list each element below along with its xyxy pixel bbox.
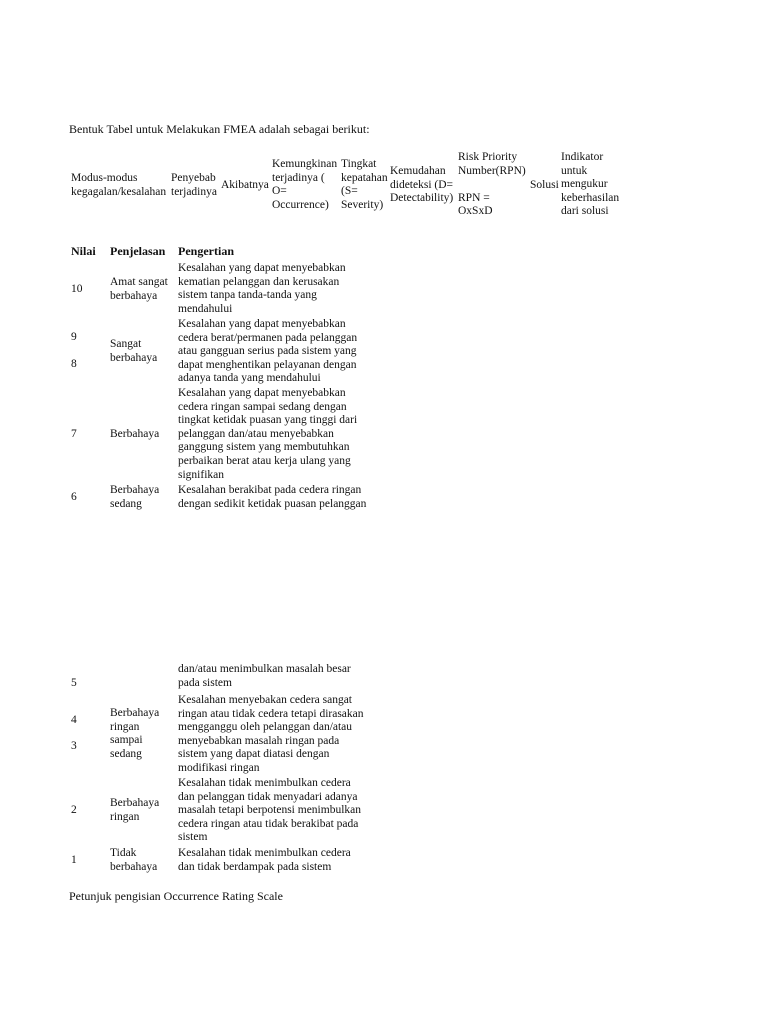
rating-value: 10 xyxy=(71,283,83,295)
rating-value: 5 xyxy=(71,677,77,689)
rating-description: Kesalahan yang dapat menyebabkan cedera berat/permanen pada pelanggan atau gangguan serius pada sistem yang dapat menghentikan pelayanan dengan adanya tanda yang mendahului xyxy=(178,318,358,385)
footer-caption: Petunjuk pengisian Occurrence Rating Scale xyxy=(69,889,283,903)
rating-value: 7 xyxy=(71,428,77,440)
rating-level: Berbahaya ringan xyxy=(110,797,160,823)
intro-text: Bentuk Tabel untuk Melakukan FMEA adalah sebagai berikut: xyxy=(69,122,370,136)
rating-level: Berbahaya xyxy=(110,428,160,440)
rating-value: 4 xyxy=(71,714,77,726)
header-value: Nilai xyxy=(71,244,96,258)
rating-value: 8 xyxy=(71,358,77,370)
rating-level: Tidak berbahaya xyxy=(110,847,158,873)
rating-description: Kesalahan tidak menimbulkan cedera dan tidak berdampak pada sistem xyxy=(178,847,351,873)
rating-value: 6 xyxy=(71,491,77,503)
rating-description: Kesalahan tidak menimbulkan cedera dan pelanggan tidak menyadari adanya masalah tetapi berpotensi menimbulkan cedera ringan atau tidak berakibat pada sistem xyxy=(178,777,361,844)
rating-value: 9 xyxy=(71,331,77,343)
rating-value: 2 xyxy=(71,804,77,816)
header-occurrence: Kemungkinan terjadinya ( O= Occurrence) xyxy=(272,158,338,211)
header-cause: Penyebab terjadinya xyxy=(171,172,217,198)
header-detectability: Kemudahan dideteksi (D= Detectability) xyxy=(390,165,454,205)
rating-description: Kesalahan menyebakan cedera sangat ringan atau tidak cedera tetapi dirasakan mengganggu oleh pelanggan dan/atau menyebabkan masalah ringan pada sistem yang dapat diatasi dengan modifikasi ringan xyxy=(178,694,364,774)
header-rpn: Risk Priority Number(RPN) RPN = OxSxD xyxy=(458,151,526,218)
rating-description: Kesalahan yang dapat menyebabkan cedera ringan sampai sedang dengan tingkat ketidak puasan yang tinggi dari pelanggan dan/atau menyebabkan ganggung sistem yang membutuhkan perbaikan berat atau kerja ulang yang signifikan xyxy=(178,387,358,481)
header-failure-mode: Modus-modus kegagalan/kesalahan xyxy=(71,172,167,198)
header-severity: Tingkat kepatahan (S= Severity) xyxy=(341,158,388,211)
rating-level: Berbahaya ringan sampai sedang xyxy=(110,707,160,760)
rating-description: dan/atau menimbulkan masalah besar pada sistem xyxy=(178,663,351,689)
rating-level: Amat sangat berbahaya xyxy=(110,276,168,302)
header-indicator: Indikator untuk mengukur keberhasilan dari solusi xyxy=(561,151,620,218)
rating-value: 1 xyxy=(71,854,77,866)
rating-description: Kesalahan berakibat pada cedera ringan dengan sedikit ketidak puasan pelanggan xyxy=(178,484,367,510)
rating-level: Sangat berbahaya xyxy=(110,338,158,364)
rating-value: 3 xyxy=(71,740,77,752)
header-solution: Solusi xyxy=(530,179,559,191)
header-definition: Pengertian xyxy=(178,244,234,258)
rating-level: Berbahaya sedang xyxy=(110,484,160,510)
header-explanation: Penjelasan xyxy=(110,244,166,258)
rating-description: Kesalahan yang dapat menyebabkan kematian pelanggan dan kerusakan sistem tanpa tanda-tanda yang mendahului xyxy=(178,262,346,315)
header-effect: Akibatnya xyxy=(221,179,269,191)
